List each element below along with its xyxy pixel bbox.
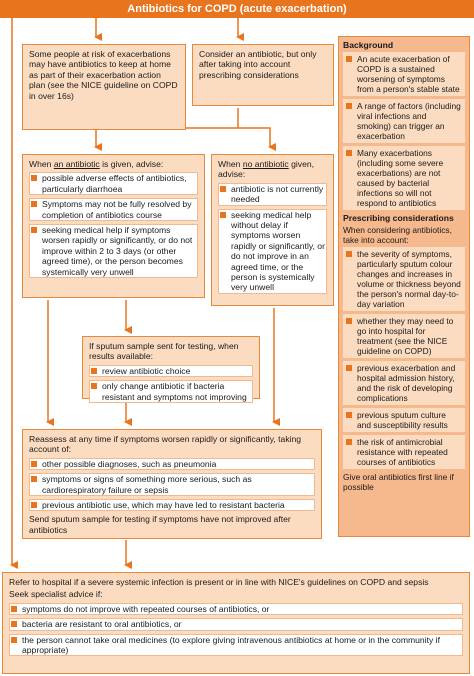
list-item: Many exacerbations (including some severe exacerbations) are not caused by bacterial infections so will not respond to antibiotics: [343, 146, 465, 210]
reassess-heading: Reassess at any time if symptoms worsen rapidly or significantly, taking account of:: [29, 434, 302, 455]
antibiotic-given-box: [22, 154, 205, 298]
list-item: A range of factors (including viral infections and smoking) can trigger an exacerbation: [343, 99, 465, 143]
list-item: bacteria are resistant to oral antibiotics, or: [9, 618, 463, 630]
prescribing-footer: Give oral antibiotics first line if possible: [343, 472, 454, 492]
list-item: antibiotic is not currently needed: [218, 183, 327, 206]
list-item: An acute exacerbation of COPD is a sustained worsening of symptoms from a person's stable state: [343, 52, 465, 96]
consider-antibiotic-text: Consider an antibiotic, but only after taking into account prescribing considerations: [199, 49, 317, 80]
side-panel: [338, 36, 470, 537]
sputum-results-box: [82, 336, 260, 402]
list-item: previous sputum culture and susceptibility results: [343, 408, 465, 432]
list-item: the person cannot take oral medicines (to explore giving intravenous antibiotics at home or in the community if appropriate): [9, 634, 463, 657]
arrow-to-notgiven: [238, 128, 270, 147]
list-item: possible adverse effects of antibiotics, particularly diarrhoea: [29, 172, 198, 195]
list-item: other possible diagnoses, such as pneumonia: [29, 458, 315, 470]
list-item: review antibiotic choice: [89, 365, 253, 377]
list-item: symptoms or signs of something more serious, such as cardiorespiratory failure or sepsis: [29, 473, 315, 496]
refer-line2: Seek specialist advice if:: [9, 589, 103, 600]
list-item: previous exacerbation and hospital admission history, and the risk of developing complications: [343, 361, 465, 405]
list-item: Symptoms may not be fully resolved by completion of antibiotics course: [29, 198, 198, 221]
home-antibiotics-text: Some people at risk of exacerbations may have antibiotics to keep at home as part of their exacerbation action plan (see the NICE guideline on COPD in over 16s): [29, 49, 178, 101]
prescribing-intro: When considering antibiotics, take into account:: [343, 225, 452, 245]
no-antibiotic-heading: When no antibiotic given, advise:: [218, 159, 315, 180]
reassess-box: [22, 429, 322, 539]
home-antibiotics-box: [22, 44, 186, 130]
refer-line1: Refer to hospital if a severe systemic infection is present or in line with NICE's guidelines on COPD and sepsis: [9, 577, 429, 587]
list-item: the risk of antimicrobial resistance with repeated courses of antibiotics: [343, 435, 465, 469]
consider-antibiotic-box: [192, 44, 334, 106]
refer-box: [2, 572, 470, 674]
background-heading: Background: [343, 40, 394, 50]
sputum-heading: If sputum sample sent for testing, when results available:: [89, 341, 239, 362]
list-item: whether they may need to go into hospital for treatment (see the NICE guideline on COPD): [343, 314, 465, 358]
list-item: previous antibiotic use, which may have led to resistant bacteria: [29, 499, 315, 511]
no-antibiotic-box: [211, 154, 334, 306]
page-title: Antibiotics for COPD (acute exacerbation): [0, 0, 474, 18]
list-item: seeking medical help if symptoms worsen rapidly or significantly, or do not improve within 2 to 3 days (or other agreed time), or the person becomes systemically very unwell: [29, 224, 198, 278]
list-item: the severity of symptoms, particularly sputum colour changes and increases in volume or thickness beyond the person's normal day-to-day variation: [343, 247, 465, 311]
reassess-footer: Send sputum sample for testing if symptoms have not improved after antibiotics: [29, 514, 291, 535]
antibiotic-given-heading: When an antibiotic is given, advise:: [29, 159, 164, 169]
list-item: only change antibiotic if bacteria resistant and symptoms not improving: [89, 380, 253, 403]
list-item: seeking medical help without delay if symptoms worsen rapidly or significantly, or do not improve in an agreed time, or the person is systemically very unwell: [218, 209, 327, 294]
prescribing-heading: Prescribing considerations: [343, 213, 454, 223]
list-item: symptoms do not improve with repeated courses of antibiotics, or: [9, 603, 463, 615]
